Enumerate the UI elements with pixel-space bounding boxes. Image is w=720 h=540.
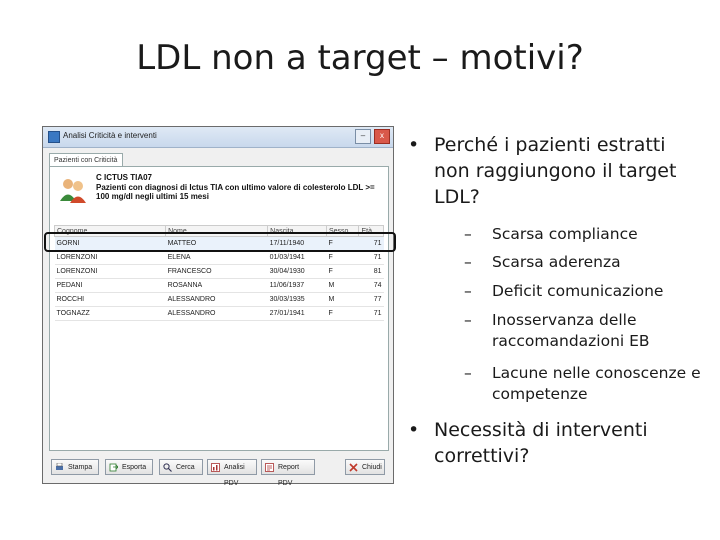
cell-nome: ALESSANDRO: [166, 293, 268, 307]
cell-cognome: ROCCHI: [55, 293, 166, 307]
report-icon: [265, 463, 274, 472]
sub-bullet-text: Deficit comunicazione: [492, 282, 664, 300]
window-titlebar: [43, 127, 393, 148]
cell-nome: ALESSANDRO: [166, 307, 268, 321]
col-nascita[interactable]: Nascita: [268, 226, 327, 237]
cell-nascita: 27/01/1941: [268, 307, 327, 321]
sub-bullet-text: Lacune nelle conoscenze e competenze: [492, 364, 701, 403]
cell-sesso: F: [326, 265, 359, 279]
criticality-description: Pazienti con diagnosi di Ictus TIA con ultimo valore di colesterolo LDL >= 100 mg/dl negli ultimi 15 mesi: [96, 183, 375, 201]
cell-eta: 71: [359, 237, 384, 251]
users-icon: [58, 175, 88, 205]
export-button[interactable]: [105, 459, 153, 475]
criticality-code: C ICTUS TIA07: [96, 173, 153, 182]
bullet-dot: •: [408, 419, 420, 441]
close-button[interactable]: x: [374, 129, 390, 144]
cell-nome: ELENA: [166, 251, 268, 265]
cell-eta: 74: [359, 279, 384, 293]
analysis-pdv-button[interactable]: [207, 459, 257, 487]
dash-glyph: –: [464, 253, 472, 271]
chart-icon: [211, 463, 220, 472]
tab-pazienti[interactable]: Pazienti con Criticità: [49, 153, 123, 167]
dash-glyph: –: [464, 225, 472, 243]
search-icon: [163, 463, 172, 472]
export-label: Esporta: [122, 464, 147, 471]
button-bar: [49, 457, 387, 487]
cell-eta: 71: [359, 251, 384, 265]
cell-nascita: 30/03/1935: [268, 293, 327, 307]
analysis-window: [42, 126, 394, 487]
col-cognome[interactable]: Cognome: [55, 226, 166, 237]
cell-sesso: F: [326, 307, 359, 321]
dash-glyph: –: [464, 282, 472, 300]
col-sesso[interactable]: Sesso: [326, 226, 359, 237]
cell-cognome: LORENZONI: [55, 265, 166, 279]
col-nome[interactable]: Nome: [166, 226, 268, 237]
col-eta[interactable]: Età: [359, 226, 384, 237]
cell-nascita: 11/06/1937: [268, 279, 327, 293]
bullet-dot: •: [408, 134, 420, 156]
cell-nome: MATTEO: [166, 237, 268, 251]
report-pdv-label: Report PDV: [278, 464, 300, 487]
app-icon: [48, 131, 60, 143]
search-label: Cerca: [176, 464, 195, 471]
cell-cognome: LORENZONI: [55, 251, 166, 265]
table-row[interactable]: [55, 307, 384, 321]
close-window-label: Chiudi: [362, 464, 382, 471]
cell-sesso: M: [326, 279, 359, 293]
slide-title: LDL non a target – motivi?: [136, 38, 584, 78]
cell-eta: 81: [359, 265, 384, 279]
cell-sesso: F: [326, 237, 359, 251]
minimize-button[interactable]: –: [355, 129, 371, 144]
printer-icon: [55, 463, 64, 472]
cell-nome: ROSANNA: [166, 279, 268, 293]
cell-sesso: M: [326, 293, 359, 307]
cell-eta: 77: [359, 293, 384, 307]
cell-eta: 71: [359, 307, 384, 321]
table-row[interactable]: [55, 265, 384, 279]
close-icon: [349, 463, 358, 472]
table-row[interactable]: [55, 251, 384, 265]
table-row[interactable]: [55, 293, 384, 307]
close-window-button[interactable]: [345, 459, 385, 475]
sub-bullet-text: Scarsa aderenza: [492, 253, 621, 271]
patients-panel: [49, 166, 389, 451]
table-row[interactable]: [55, 279, 384, 293]
row-highlight-marker: [44, 232, 396, 252]
print-button[interactable]: [51, 459, 99, 475]
cell-cognome: GORNI: [55, 237, 166, 251]
sub-bullet-text: Inosservanza delle raccomandazioni EB: [492, 311, 650, 350]
sub-bullet-text: Scarsa compliance: [492, 225, 638, 243]
cell-cognome: PEDANI: [55, 279, 166, 293]
cell-nascita: 17/11/1940: [268, 237, 327, 251]
dash-glyph: –: [464, 364, 472, 382]
export-icon: [109, 463, 118, 472]
analysis-pdv-label: Analisi PDV: [224, 464, 245, 487]
dash-glyph: –: [464, 311, 472, 329]
report-pdv-button[interactable]: [261, 459, 315, 487]
cell-nome: FRANCESCO: [166, 265, 268, 279]
bullet-text-1: Perché i pazienti estratti non raggiungono il target LDL?: [434, 134, 677, 208]
print-label: Stampa: [68, 464, 93, 471]
cell-sesso: F: [326, 251, 359, 265]
search-button[interactable]: [159, 459, 203, 475]
cell-nascita: 30/04/1930: [268, 265, 327, 279]
cell-cognome: TOGNAZZ: [55, 307, 166, 321]
bullet-text-2: Necessità di interventi correttivi?: [434, 419, 648, 467]
window-title: Analisi Criticità e interventi: [63, 131, 157, 140]
cell-nascita: 01/03/1941: [268, 251, 327, 265]
